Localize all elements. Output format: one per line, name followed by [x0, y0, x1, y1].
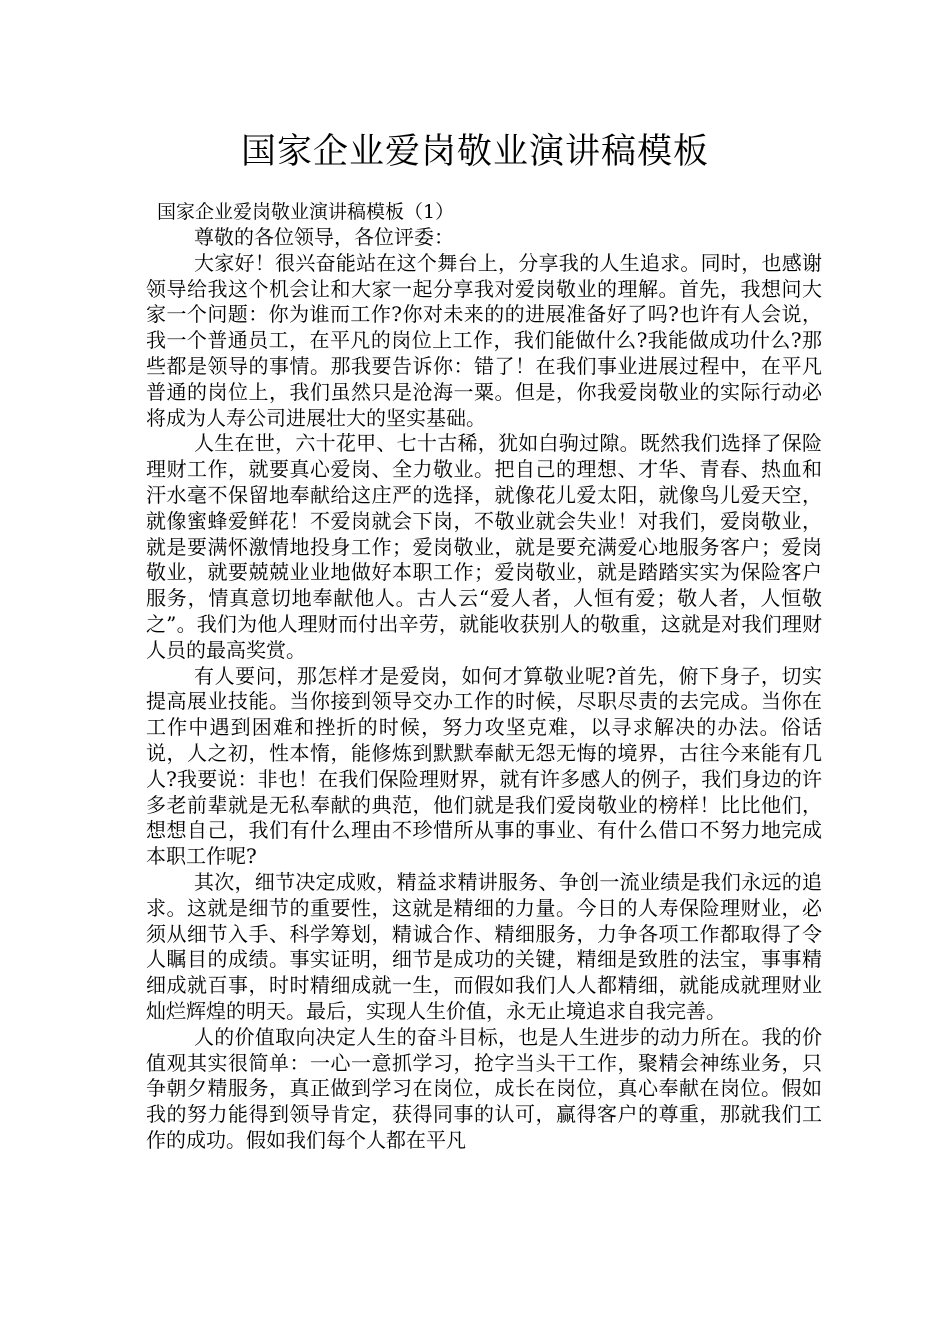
document-title: 国家企业爱岗敬业演讲稿模板 — [240, 132, 709, 172]
paragraph-4: 其次，细节决定成败，精益求精讲服务、争创一流业绩是我们永远的追求。这就是细节的重要性，这就是精细的力量。今日的人寿保险理财业，必须从细节入手、科学筹划，精诚合作、精细服务，力争各项工作都取得了令人瞩目的成绩。事实证明，细节是成功的关键，精细是致胜的法宝，事事精细成就百事，时时精细成就一生，而假如我们人人都精细，就能成就理财业灿烂辉煌的明天。最后，实现人生价值，永无止境追求自我完善。 — [146, 869, 822, 1023]
salutation: 尊敬的各位领导，各位评委： — [194, 225, 454, 249]
paragraph-3: 有人要问，那怎样才是爱岗，如何才算敬业呢?首先，俯下身子，切实提高展业技能。当你接到领导交办工作的时候，尽职尽责的去完成。当你在工作中遇到困难和挫折的时候，努力攻坚克难，以寻求解决的办法。俗话说，人之初，性本惰，能修炼到默默奉献无怨无悔的境界，古往今来能有几人?我要说：非也！在我们保险理财界，就有许多感人的例子，我们身边的许多老前辈就是无私奉献的典范，他们就是我们爱岗敬业的榜样！比比他们，想想自己，我们有什么理由不珍惜所从事的事业、有什么借口不努力地完成本职工作呢? — [146, 663, 822, 869]
document-body — [146, 225, 822, 1154]
paragraph-2: 人生在世，六十花甲、七十古稀，犹如白驹过隙。既然我们选择了保险理财工作，就要真心爱岗、全力敬业。把自己的理想、才华、青春、热血和汗水毫不保留地奉献给这庄严的选择，就像花儿爱太阳，就像鸟儿爱天空，就像蜜蜂爱鲜花！不爱岗就会下岗，不敬业就会失业！对我们，爱岗敬业，就是要满怀激情地投身工作；爱岗敬业，就是要充满爱心地服务客户；爱岗敬业，就要兢兢业业地做好本职工作；爱岗敬业，就是踏踏实实为保险客户服务，情真意切地奉献他人。古人云“爱人者，人恒有爱；敬人者，人恒敬之”。我们为他人理财而付出辛劳，就能收获别人的敬重，这就是对我们理财人员的最高奖赏。 — [146, 431, 822, 662]
paragraph-1: 大家好！很兴奋能站在这个舞台上，分享我的人生追求。同时，也感谢领导给我这个机会让和大家一起分享我对爱岗敬业的理解。首先，我想问大家一个问题：你为谁而工作?你对未来的的进展准备好了吗?也许有人会说，我一个普通员工，在平凡的岗位上工作，我们能做什么?我能做成功什么?那些都是领导的事情。那我要告诉你：错了！在我们事业进展过程中，在平凡普通的岗位上，我们虽然只是沧海一粟。但是，你我爱岗敬业的实际行动必将成为人寿公司进展壮大的坚实基础。 — [146, 250, 822, 430]
paragraph-5: 人的价值取向决定人生的奋斗目标，也是人生进步的动力所在。我的价值观其实很简单：一心一意抓学习，抢字当头干工作，聚精会神练业务，只争朝夕精服务，真正做到学习在岗位，成长在岗位，真心奉献在岗位。假如我的努力能得到领导肯定，获得同事的认可，赢得客户的尊重，那就我们工作的成功。假如我们每个人都在平凡 — [146, 1024, 822, 1152]
document-subtitle: 国家企业爱岗敬业演讲稿模板（1） — [157, 201, 455, 223]
